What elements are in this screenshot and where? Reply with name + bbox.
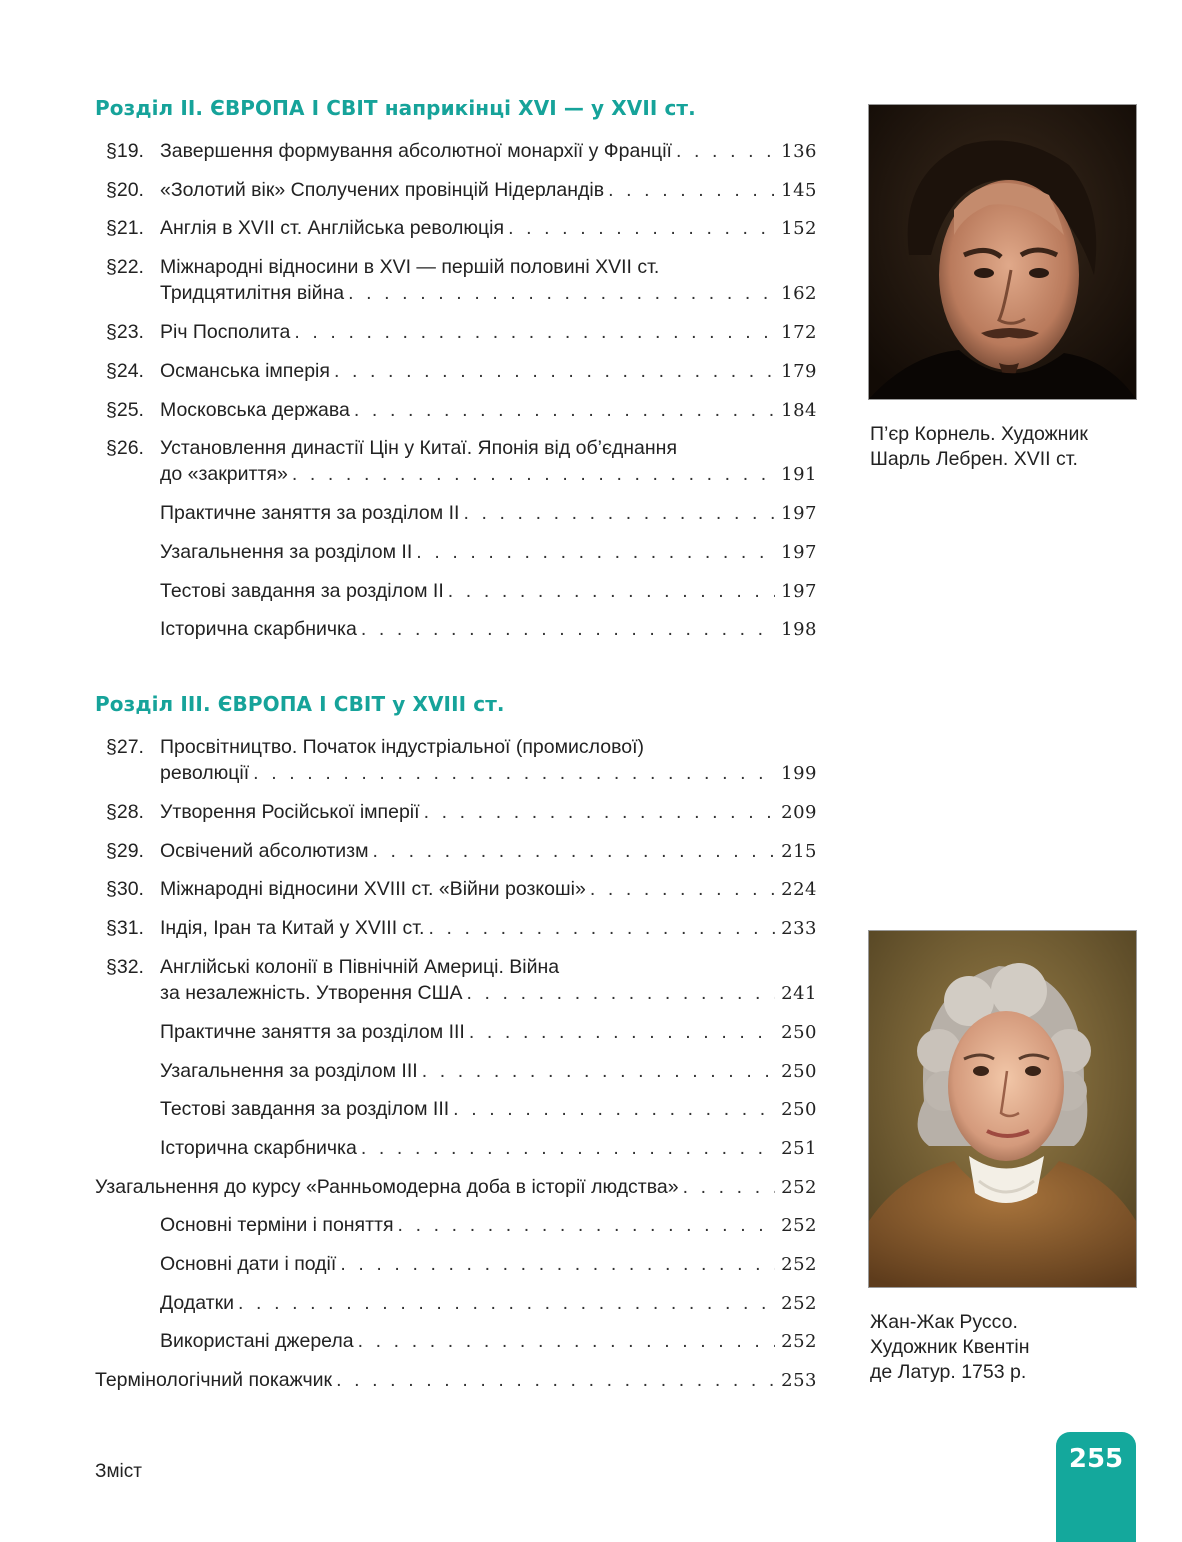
page-number-tab — [1056, 1432, 1136, 1542]
entry-title: Османська імперія — [160, 359, 330, 382]
page-ref: 250 — [781, 1099, 817, 1121]
entry-title: Історична скарбничка — [160, 618, 357, 641]
page-ref: 191 — [781, 464, 817, 486]
portrait-rousseau — [868, 930, 1137, 1288]
entry-title-line: Установлення династії Цін у Китаї. Японія від об’єднання — [160, 437, 677, 460]
dot-leader — [361, 1135, 775, 1161]
portrait-corneille — [868, 104, 1137, 400]
entry-title: Основні терміни і поняття — [160, 1214, 394, 1237]
dot-leader — [683, 1174, 776, 1200]
entry-title: Історична скарбничка — [160, 1136, 357, 1159]
entry-title-line: Міжнародні відносини в XVI — першій половині XVII ст. — [160, 256, 660, 279]
dot-leader — [373, 838, 776, 864]
section-number: §20. — [106, 178, 144, 201]
dot-leader — [358, 1328, 776, 1354]
section-number: §26. — [106, 437, 144, 460]
entry-title: Узагальнення до курсу «Ранньомодерна доба в історії людства» — [95, 1175, 679, 1198]
entry-title: Утворення Російської імперії — [160, 801, 420, 823]
section-number: §23. — [106, 321, 144, 344]
entry-title: до «закриття» — [160, 463, 288, 486]
page-ref: 197 — [781, 541, 817, 563]
entry-title: Індія, Іран та Китай у XVIII ст. — [160, 917, 425, 940]
dot-leader — [416, 539, 775, 565]
section-number: §22. — [106, 256, 144, 279]
entry-title: революції — [160, 762, 250, 784]
dot-leader — [292, 461, 775, 487]
dot-leader — [428, 915, 775, 941]
section-number: §29. — [106, 839, 144, 862]
entry-title: Міжнародні відносини XVIII ст. «Війни розкоші» — [160, 878, 586, 901]
section-number: §19. — [106, 140, 144, 162]
dot-leader — [448, 578, 775, 604]
page-ref: 152 — [781, 218, 817, 240]
entry-title: Практичне заняття за розділом ІІІ — [160, 1020, 465, 1043]
dot-leader — [294, 319, 775, 345]
page-ref: 241 — [781, 982, 817, 1004]
dot-leader — [463, 500, 775, 526]
dot-leader — [508, 215, 775, 241]
dot-leader — [354, 397, 775, 423]
entry-title: «Золотий вік» Сполучених провінцій Нідерландів — [160, 178, 605, 201]
portrait-rousseau-caption — [870, 1310, 1030, 1385]
page-ref: 198 — [781, 619, 817, 641]
caption-line: П’єр Корнель. Художник — [870, 423, 1088, 445]
entry-title-line: Англійські колонії в Північній Америці. Війна — [160, 955, 560, 978]
entry-title: Завершення формування абсолютної монархії у Франції — [160, 140, 672, 162]
section-number: §32. — [106, 955, 144, 978]
portrait-rousseau-image — [869, 931, 1136, 1287]
page-ref: 215 — [781, 840, 817, 862]
dot-leader — [361, 616, 775, 642]
dot-leader — [348, 280, 775, 306]
entry-title: Англія в XVII ст. Англійська революція — [160, 217, 505, 240]
page-ref: 145 — [781, 179, 817, 201]
page-ref: 233 — [781, 918, 817, 940]
dot-leader — [469, 1019, 775, 1045]
entry-title: Термінологічний покажчик — [95, 1369, 333, 1392]
dot-leader — [466, 980, 775, 1006]
entry-title-line: Просвітництво. Початок індустріальної (промислової) — [160, 736, 645, 758]
entry-title: Московська держава — [160, 398, 350, 421]
page-ref: 172 — [781, 322, 817, 344]
dot-leader — [422, 1058, 775, 1084]
entry-title: Практичне заняття за розділом ІІ — [160, 502, 460, 525]
page-ref: 253 — [781, 1370, 817, 1392]
dot-leader — [676, 138, 775, 164]
page-ref: 224 — [781, 879, 817, 901]
section-number: §27. — [106, 736, 144, 758]
section-number: §25. — [106, 398, 144, 421]
section-number: §31. — [106, 917, 144, 940]
dot-leader — [424, 799, 776, 825]
entry-title: Тридцятилітня війна — [160, 282, 345, 305]
section-3-title: Розділ ІІІ. ЄВРОПА І СВІТ у XVIII ст. — [95, 692, 505, 716]
page-ref: 250 — [781, 1060, 817, 1082]
page-ref: 199 — [781, 763, 817, 784]
entry-title: Використані джерела — [160, 1330, 354, 1353]
dot-leader — [590, 876, 775, 902]
page-ref: 251 — [781, 1137, 817, 1159]
section-number: §28. — [106, 801, 144, 823]
page-ref: 252 — [781, 1215, 817, 1237]
caption-line: де Латур. 1753 р. — [870, 1361, 1027, 1383]
page-ref: 136 — [781, 141, 817, 162]
entry-title: Додатки — [160, 1291, 234, 1314]
footer-label: Зміст — [95, 1461, 142, 1482]
portrait-corneille-image — [869, 105, 1136, 399]
dot-leader — [340, 1251, 775, 1277]
page-ref: 197 — [781, 580, 817, 602]
entry-title: Річ Посполита — [160, 321, 291, 344]
dot-leader — [334, 358, 775, 384]
entry-title: Узагальнення за розділом ІІІ — [160, 1059, 418, 1082]
caption-line: Художник Квентін — [870, 1336, 1030, 1358]
caption-line: Жан-Жак Руссо. — [870, 1311, 1018, 1333]
dot-leader — [253, 760, 775, 786]
page-number: 255 — [1068, 1444, 1124, 1474]
entry-title: Узагальнення за розділом ІІ — [160, 540, 413, 563]
dot-leader — [453, 1096, 775, 1122]
caption-line: Шарль Лебрен. XVII ст. — [870, 448, 1078, 470]
dot-leader — [238, 1290, 775, 1316]
page-ref: 252 — [781, 1176, 817, 1198]
page-ref: 197 — [781, 503, 817, 525]
page-ref: 179 — [781, 360, 817, 382]
page-ref: 252 — [781, 1331, 817, 1353]
entry-title: Тестові завдання за розділом ІІІ — [160, 1098, 450, 1121]
page-ref: 162 — [781, 283, 817, 305]
page-ref: 184 — [781, 399, 817, 421]
section-2-title: Розділ ІІ. ЄВРОПА І СВІТ наприкінці XVI — у XVII ст. — [95, 96, 696, 120]
entry-title: Освічений абсолютизм — [160, 839, 369, 862]
page-ref: 209 — [781, 802, 817, 823]
page-ref: 250 — [781, 1021, 817, 1043]
dot-leader — [608, 177, 775, 203]
entry-title: Основні дати і події — [160, 1253, 337, 1275]
section-number: §30. — [106, 878, 144, 901]
section-number: §24. — [106, 359, 144, 382]
dot-leader — [398, 1212, 776, 1238]
page-ref: 252 — [781, 1254, 817, 1275]
page-ref: 252 — [781, 1292, 817, 1314]
dot-leader — [336, 1367, 775, 1393]
portrait-corneille-caption — [870, 422, 1088, 472]
entry-title: Тестові завдання за розділом ІІ — [160, 579, 444, 602]
entry-title: за незалежність. Утворення США — [160, 981, 463, 1004]
section-number: §21. — [106, 217, 144, 240]
